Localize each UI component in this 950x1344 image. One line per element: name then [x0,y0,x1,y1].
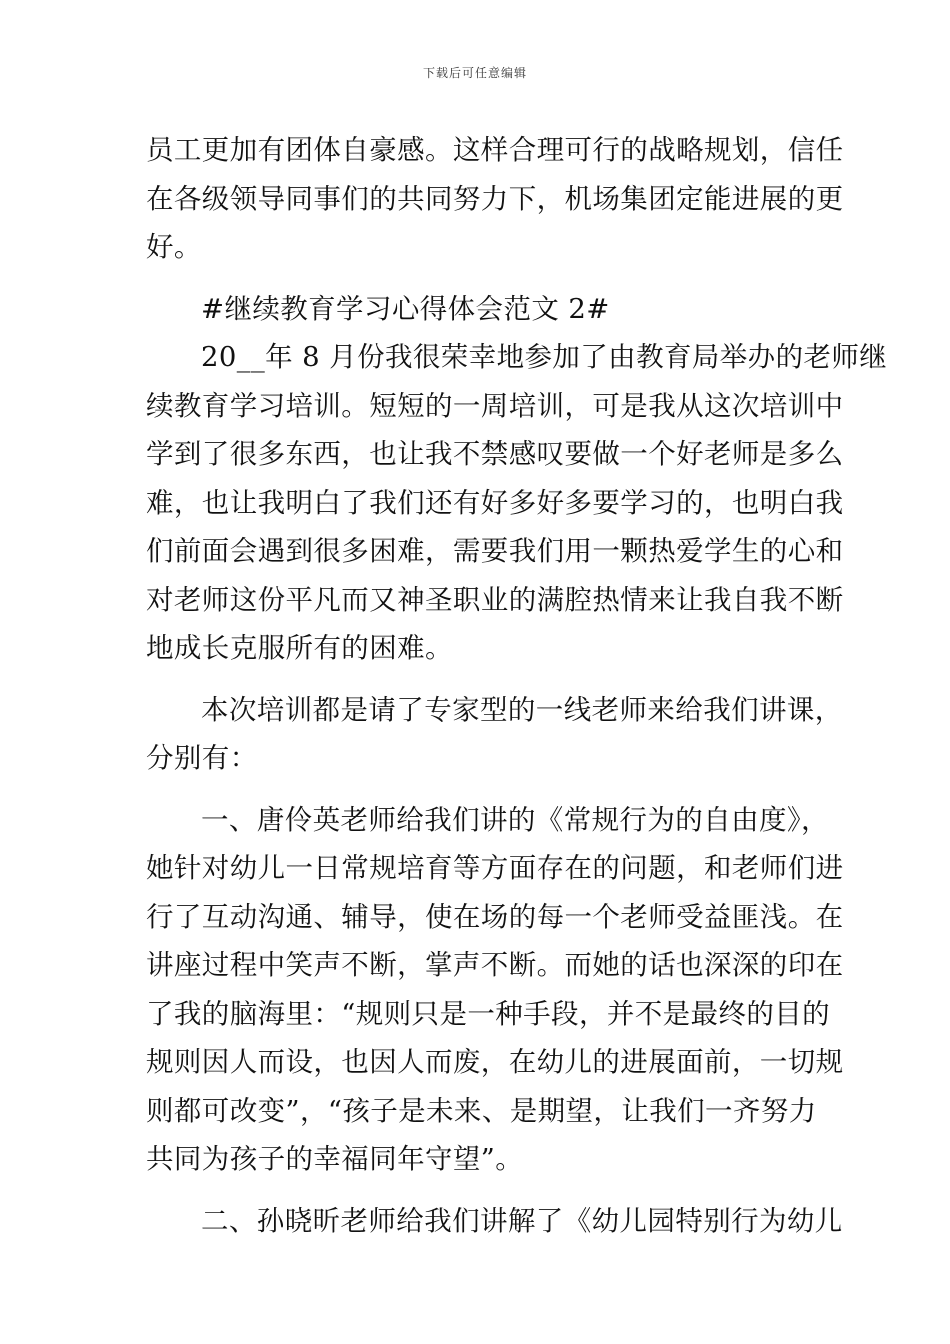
heading-line: #继续教育学习心得体会范文 2# [201,292,610,325]
text-line: 在各级领导同事们的共同努力下，机场集团定能进展的更 [146,182,844,215]
paragraph-continuation [146,126,844,272]
paragraph [146,796,844,1184]
paragraph [146,686,843,783]
text-line: 学到了很多东西，也让我不禁感叹要做一个好老师是多么 [146,438,844,470]
document-body [146,126,888,1245]
text-line: 她针对幼儿一日常规培育等方面存在的问题，和老师们进 [146,852,844,884]
paragraph [146,1197,843,1246]
text-line: 难，也让我明白了我们还有好多好多要学习的，也明白我 [146,486,844,519]
section-heading [146,285,810,334]
text-line: 20__年 8 月份我很荣幸地参加了由教育局举办的老师继 [201,341,888,373]
text-line: 本次培训都是请了专家型的一线老师来给我们讲课， [201,693,843,726]
text-line: 对老师这份平凡而又神圣职业的满腔热情来让我自我不断 [146,583,844,616]
text-line: 讲座过程中笑声不断，掌声不断。而她的话也深深的印在 [146,949,844,981]
paragraph [146,333,888,673]
text-line: 好。 [146,231,202,263]
text-line: 二、孙晓昕老师给我们讲解了《幼儿园特别行为幼儿 [201,1204,843,1237]
text-line: 分别有： [146,742,258,774]
text-line: 续教育学习培训。短短的一周培训，可是我从这次培训中 [146,389,844,422]
text-line: 员工更加有团体自豪感。这样合理可行的战略规划，信任 [146,134,844,166]
text-line: 规则因人而设，也因人而废，在幼儿的进展面前，一切规 [146,1046,844,1078]
text-line: 一、唐伶英老师给我们讲的《常规行为的自由度》， [201,803,829,836]
text-line: 则都可改变”，“孩子是未来、是期望，让我们一齐努力 [146,1094,817,1127]
text-line: 了我的脑海里：“规则只是一种手段，并不是最终的目的 [146,997,831,1030]
text-line: 行了互动沟通、辅导，使在场的每一个老师受益匪浅。在 [146,900,844,933]
text-line: 们前面会遇到很多困难，需要我们用一颗热爱学生的心和 [146,535,844,567]
text-line: 地成长克服所有的困难。 [146,632,453,664]
text-line: 共同为孩子的幸福同年守望”。 [146,1143,524,1175]
page-header: 下载后可任意编辑 [422,66,527,80]
